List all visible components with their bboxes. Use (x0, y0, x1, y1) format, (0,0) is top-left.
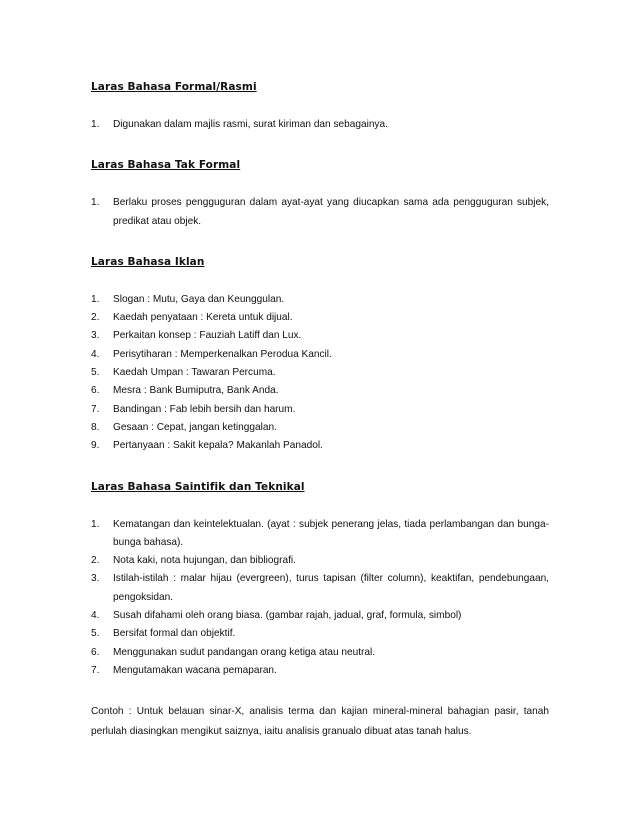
item-number: 5. (91, 367, 100, 379)
item-text: Digunakan dalam majlis rasmi, surat kiriman dan sebagainya. (113, 119, 388, 130)
item-number: 3. (91, 573, 100, 585)
section-heading-saintifik: Laras Bahasa Saintifik dan Teknikal (91, 480, 305, 493)
list-item (91, 516, 549, 553)
item-number: 6. (91, 385, 100, 397)
list-item (91, 437, 549, 455)
list-item (91, 625, 549, 643)
item-text: Slogan : Mutu, Gaya dan Keunggulan. (113, 293, 285, 305)
item-number: 2. (91, 312, 100, 324)
item-text: Berlaku proses pengguguran dalam ayat-ayat yang diucapkan sama ada pengguguran subjek, predikat atau objek. (113, 197, 549, 227)
contoh-paragraph: Contoh : Untuk belauan sinar-X, analisis terma dan kajian mineral-mineral bahagian pasir, tanah perlulah diasingkan mengikut saiznya, iaitu analisis granualo dibuat atas tanah halus. (91, 706, 549, 737)
item-text: Bersifat formal dan objektif. (113, 628, 236, 640)
item-text: Menggunakan sudut pandangan orang ketiga atau neutral. (113, 646, 376, 658)
item-text: Perisytiharan : Memperkenalkan Perodua Kancil. (113, 348, 332, 360)
item-number: 1. (91, 119, 100, 130)
list-item (91, 327, 549, 345)
item-number: 4. (91, 610, 100, 622)
list-item (91, 607, 549, 625)
item-number: 7. (91, 664, 100, 676)
list-item (91, 662, 549, 680)
item-number: 3. (91, 330, 100, 342)
item-number: 2. (91, 555, 100, 567)
list-item (91, 644, 549, 662)
item-text: Kaedah Umpan : Tawaran Percuma. (113, 367, 276, 379)
item-text: Istilah-istilah : malar hijau (evergreen), turus tapisan (filter column), keaktifan, pendebungaan, pengoksidan. (113, 573, 549, 603)
item-number: 1. (91, 293, 100, 305)
list-item (91, 194, 549, 231)
item-number: 5. (91, 628, 100, 640)
item-number: 1. (91, 197, 100, 209)
list-saintifik (91, 516, 549, 681)
list-item (91, 401, 549, 419)
list-item (91, 309, 549, 327)
list-formal (91, 116, 549, 134)
item-number: 4. (91, 348, 100, 360)
section-heading-iklan: Laras Bahasa Iklan (91, 255, 205, 268)
document-page (91, 78, 549, 741)
list-item (91, 570, 549, 607)
list-item (91, 291, 549, 309)
item-text: Kaedah penyataan : Kereta untuk dijual. (113, 312, 293, 324)
list-item (91, 346, 549, 364)
section-heading-formal: Laras Bahasa Formal/Rasmi (91, 81, 257, 93)
list-tak-formal (91, 194, 549, 231)
item-number: 9. (91, 440, 100, 452)
item-text: Susah difahami oleh orang biasa. (gambar rajah, jadual, graf, formula, simbol) (113, 610, 462, 622)
item-text: Pertanyaan : Sakit kepala? Makanlah Panadol. (113, 440, 323, 452)
item-text: Perkaitan konsep : Fauziah Latiff dan Lux. (113, 330, 302, 342)
section-heading-tak-formal: Laras Bahasa Tak Formal (91, 159, 241, 172)
list-item (91, 382, 549, 400)
item-number: 8. (91, 421, 100, 433)
item-text: Gesaan : Cepat, jangan ketinggalan. (113, 421, 277, 433)
list-item (91, 419, 549, 437)
item-number: 6. (91, 646, 100, 658)
item-text: Nota kaki, nota hujungan, dan bibliografi. (113, 555, 296, 567)
item-number: 1. (91, 518, 100, 530)
list-item (91, 116, 549, 134)
list-item (91, 552, 549, 570)
item-text: Bandingan : Fab lebih bersih dan harum. (113, 403, 296, 415)
item-text: Kematangan dan keintelektualan. (ayat : subjek penerang jelas, tiada perlambangan dan bunga-bunga bahasa). (113, 518, 549, 548)
list-item (91, 364, 549, 382)
item-text: Mengutamakan wacana pemaparan. (113, 664, 277, 676)
item-number: 7. (91, 403, 100, 415)
list-iklan (91, 291, 549, 456)
item-text: Mesra : Bank Bumiputra, Bank Anda. (113, 385, 279, 397)
